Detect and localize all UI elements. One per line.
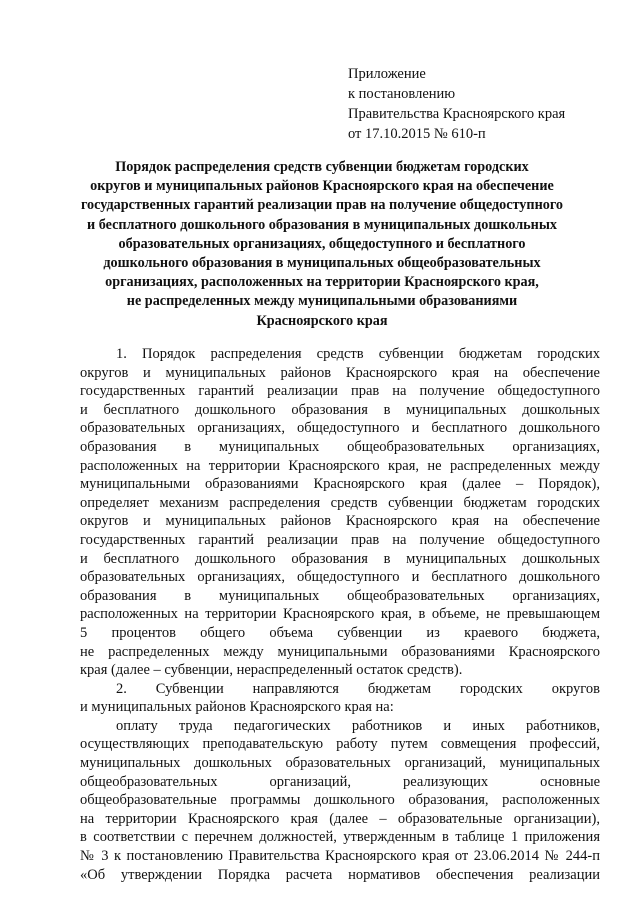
paragraph-3-line: № 3 к постановлению Правительства Красноярского края от 23.06.2014 № 244-п [80, 848, 600, 865]
paragraph-1-line: и бесплатного дошкольного образования в муниципальных дошкольных [80, 550, 600, 567]
paragraph-3-line: в соответствии с перечнем должностей, утвержденным в таблице 1 приложения [80, 829, 600, 846]
paragraph-2-line: 2. Субвенции направляются бюджетам городских округов [116, 680, 600, 697]
paragraph-1-line: определяет механизм распределения средств субвенции бюджетам городских [80, 494, 600, 511]
paragraph-1-line: округов и муниципальных районов Красноярского края на обеспечение [80, 364, 600, 381]
title-line: Красноярского края [256, 312, 388, 329]
paragraph-1-line: образовательных организациях, общедоступного и бесплатного дошкольного [80, 569, 600, 586]
paragraph-3-line: оплату труда педагогических работников и иных работников, [116, 717, 600, 734]
document-body [80, 345, 600, 884]
title-line: и бесплатного дошкольного образования в муниципальных дошкольных [86, 216, 558, 233]
title-line: организациях, расположенных на территории Красноярского края, [105, 274, 539, 291]
paragraph-1-line: 5 процентов общего объема субвенции из краевого бюджета, [80, 624, 600, 641]
paragraph-1-line: расположенных на территории Красноярского края, не распределенных между [80, 457, 600, 474]
appendix-line: Приложение [348, 66, 426, 82]
paragraph-3-line: муниципальных дошкольных образовательных организаций, муниципальных [80, 755, 600, 772]
paragraph-1-line: муниципальными образованиями Красноярского края (далее – Порядок), [80, 476, 600, 493]
paragraph-3-line: общеобразовательных организаций, реализующих основные [80, 773, 600, 790]
paragraph-1-line: государственных гарантий реализации прав на получение общедоступного [80, 383, 600, 400]
paragraph-1-line: расположенных на территории Красноярского края, в объеме, не превышающем [80, 606, 600, 623]
paragraph-2-line: и муниципальных районов Красноярского края на: [80, 699, 394, 716]
title-line: не распределенных между муниципальными образованиями [126, 293, 518, 310]
paragraph-1-line: образования в муниципальных общеобразовательных организациях, [80, 587, 600, 604]
document-title [72, 158, 572, 331]
appendix-header [348, 64, 565, 144]
title-line: государственных гарантий реализации прав на получение общедоступного [80, 197, 564, 214]
title-line: дошкольного образования в муниципальных общеобразовательных [103, 255, 541, 272]
paragraph-1-line: не распределенных между муниципальными образованиями Красноярского [80, 643, 600, 660]
paragraph-3-line: общеобразовательные программы дошкольного образования, расположенных [80, 792, 600, 809]
paragraph-1-line: и бесплатного дошкольного образования в муниципальных дошкольных [80, 401, 600, 418]
title-line: образовательных организациях, общедоступного и бесплатного [118, 235, 526, 252]
paragraph-1-line: образовательных организациях, общедоступного и бесплатного дошкольного [80, 420, 600, 437]
appendix-line: от 17.10.2015 № 610-п [348, 126, 486, 142]
appendix-line: к постановлению [348, 86, 456, 102]
paragraph-1-line: образования в муниципальных общеобразовательных организациях, [80, 438, 600, 455]
paragraph-1-line: края (далее – субвенции, нераспределенный остаток средств). [80, 662, 463, 679]
title-line: округов и муниципальных районов Красноярского края на обеспечение [90, 178, 554, 195]
paragraph-1-line: государственных гарантий реализации прав на получение общедоступного [80, 531, 600, 548]
title-line: Порядок распределения средств субвенции бюджетам городских [115, 159, 529, 175]
appendix-line: Правительства Красноярского края [348, 106, 566, 122]
paragraph-1-line: 1. Порядок распределения средств субвенции бюджетам городских [116, 346, 600, 362]
paragraph-3-line: на территории Красноярского края (далее – образовательные организации), [80, 810, 600, 827]
paragraph-3-line: осуществляющих преподавательскую работу путем совмещения профессий, [80, 736, 600, 753]
paragraph-3-line: «Об утверждении Порядка расчета нормативов обеспечения реализации [80, 866, 600, 883]
paragraph-1-line: округов и муниципальных районов Красноярского края на обеспечение [80, 513, 600, 530]
